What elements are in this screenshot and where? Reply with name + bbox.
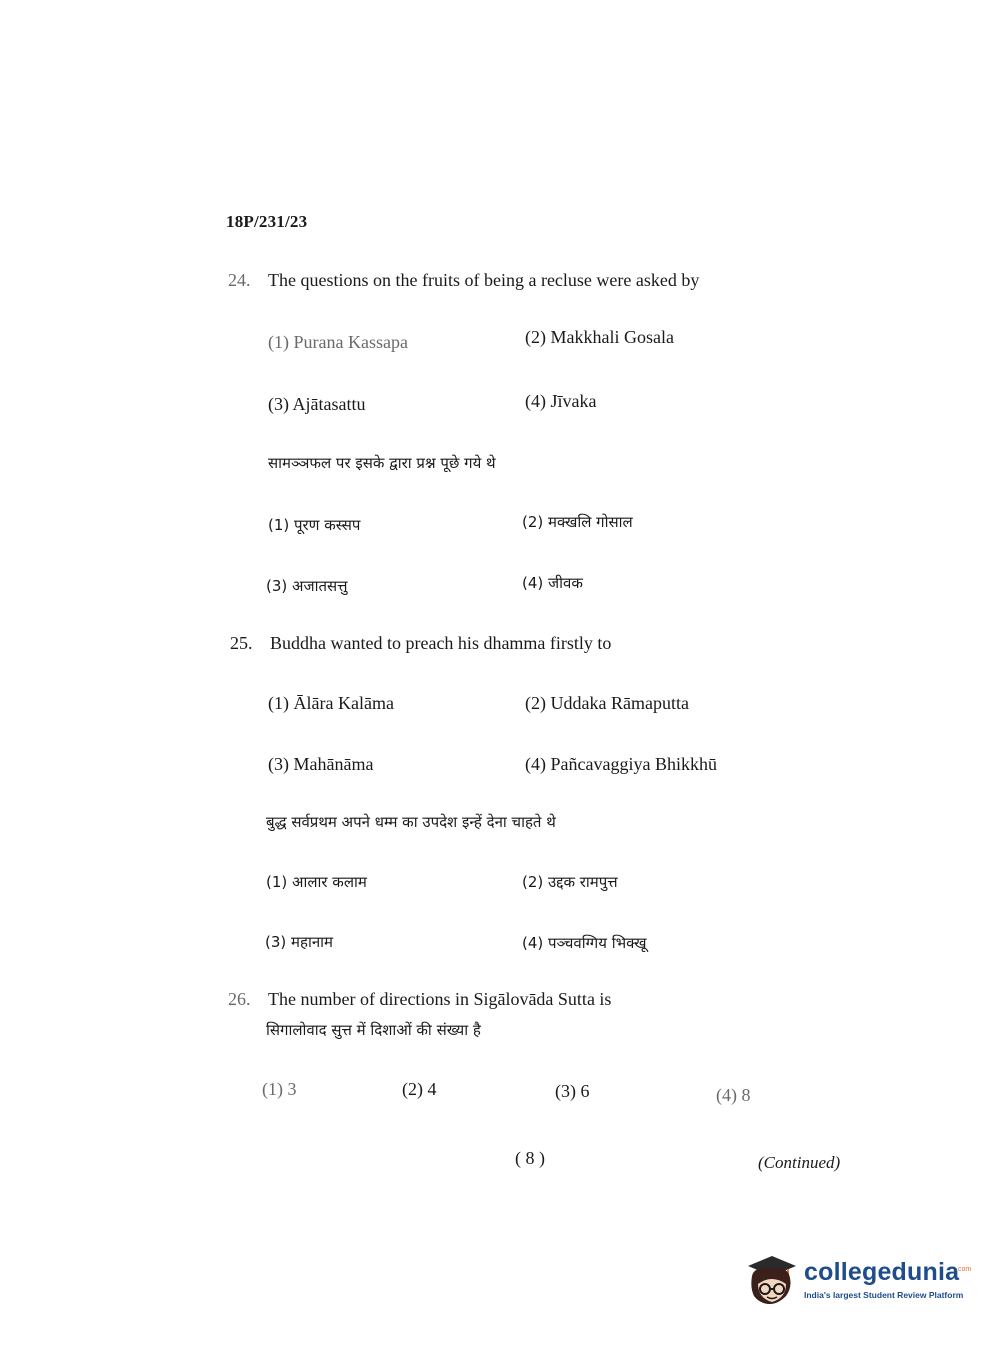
option: (4) Pañcavaggiya Bhikkhū <box>525 754 717 774</box>
option: (3) महानाम <box>265 933 334 951</box>
question-text-en: The number of directions in Sigālovāda Sutta is <box>268 989 612 1009</box>
question-text-hi: सामञ्ञफल पर इसके द्वारा प्रश्न पूछे गये थे <box>268 454 496 472</box>
question-number: 25. <box>230 633 253 653</box>
paper-code: 18P/231/23 <box>226 212 308 231</box>
option: (4) 8 <box>716 1085 751 1105</box>
option: (3) 6 <box>555 1081 590 1101</box>
option: (3) Ajātasattu <box>268 394 366 414</box>
question-text-en: The questions on the fruits of being a recluse were asked by <box>268 270 700 290</box>
logo-tagline: India's largest Student Review Platform <box>804 1290 964 1300</box>
question-26 <box>228 989 611 1010</box>
option: (1) 3 <box>262 1079 297 1099</box>
question-number: 26. <box>228 989 251 1009</box>
option: (1) Ālāra Kalāma <box>268 693 394 713</box>
option: (2) मक्खलि गोसाल <box>522 513 633 531</box>
option: (1) Purana Kassapa <box>268 332 408 352</box>
page-number: ( 8 ) <box>515 1148 545 1168</box>
question-24 <box>228 270 699 291</box>
question-text-hi: सिगालोवाद सुत्त में दिशाओं की संख्या है <box>266 1021 481 1039</box>
option: (3) अजातसत्तु <box>266 577 348 595</box>
question-number: 24. <box>228 270 251 290</box>
question-text-hi: बुद्ध सर्वप्रथम अपने धम्म का उपदेश इन्हें देना चाहते थे <box>266 813 556 831</box>
question-text-en: Buddha wanted to preach his dhamma firstly to <box>270 633 612 653</box>
question-25 <box>230 633 611 654</box>
option: (3) Mahānāma <box>268 754 374 774</box>
option: (4) पञ्चवग्गिय भिक्खू <box>522 934 647 952</box>
mascot-icon <box>742 1252 800 1310</box>
logo-wordmark: collegedunia <box>804 1258 960 1286</box>
option: (2) 4 <box>402 1079 437 1099</box>
option: (1) पूरण कस्सप <box>268 516 361 534</box>
option: (2) Makkhali Gosala <box>525 327 674 347</box>
logo-suffix: .com <box>956 1266 972 1273</box>
option: (4) Jīvaka <box>525 391 597 411</box>
option: (2) उद्दक रामपुत्त <box>522 873 618 891</box>
option: (4) जीवक <box>522 574 583 592</box>
option: (2) Uddaka Rāmaputta <box>525 693 689 713</box>
continued-label: (Continued) <box>758 1153 841 1172</box>
collegedunia-logo <box>742 1252 972 1310</box>
option: (1) आलार कलाम <box>266 873 367 891</box>
